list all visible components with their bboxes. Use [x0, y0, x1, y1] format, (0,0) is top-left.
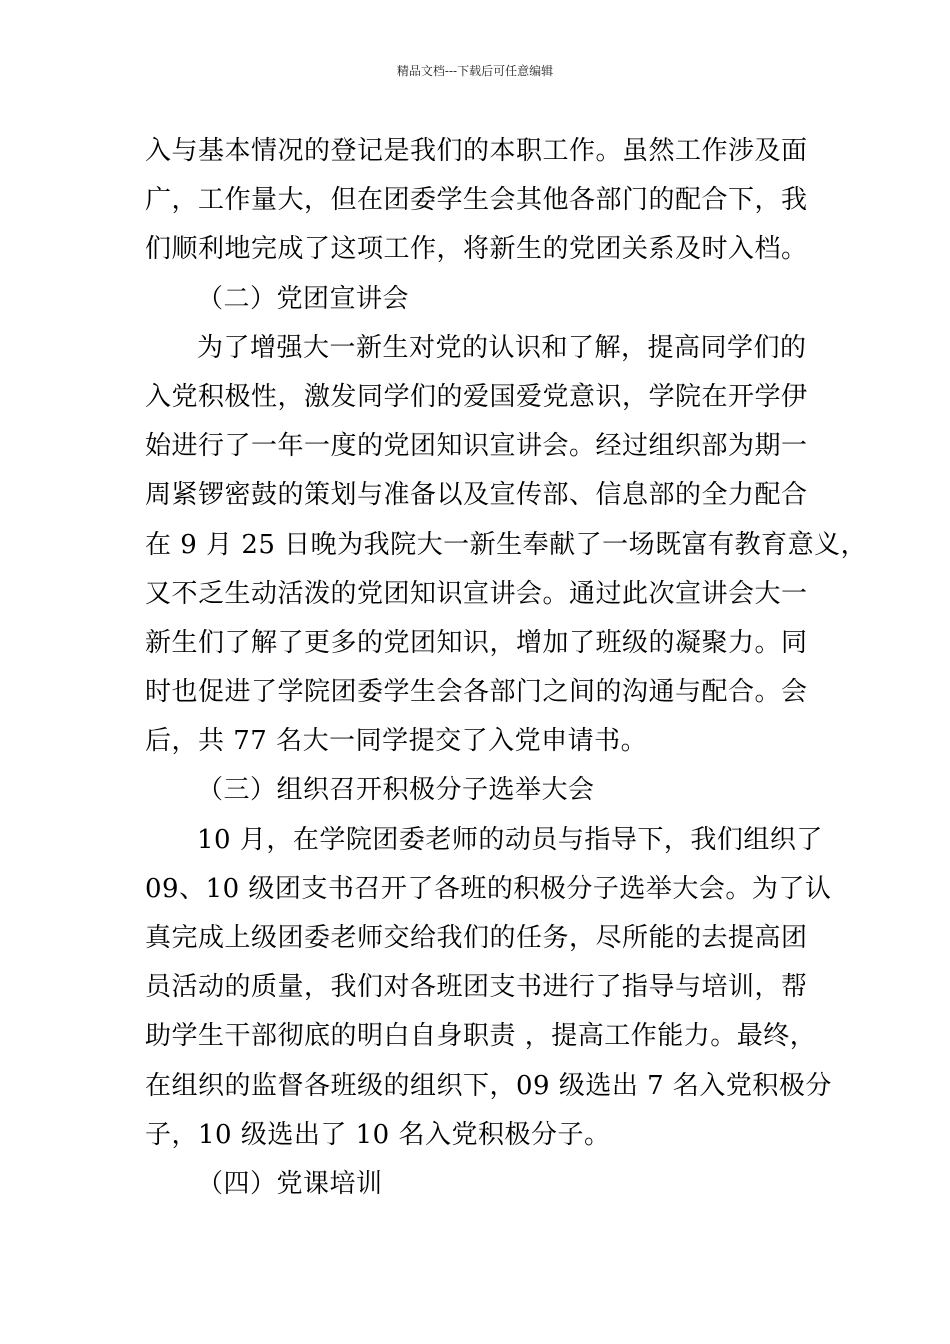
paragraph-line: 周紧锣密鼓的策划与准备以及宣传部、信息部的全力配合 — [145, 480, 808, 511]
paragraph-line: 真完成上级团委老师交给我们的任务，尽所能的去提高团 — [145, 923, 808, 953]
paragraph-line: 员活动的质量，我们对各班团支书进行了指导与培训，帮 — [145, 972, 808, 1003]
paragraph-line: 广，工作量大，但在团委学生会其他各部门的配合下，我 — [145, 185, 808, 216]
paragraph-line: 09、10 级团支书召开了各班的积极分子选举大会。为了认 — [145, 873, 832, 904]
paragraph-line: 在 9 月 25 日晚为我院大一新生奉献了一场既富有教育意义， — [145, 529, 868, 560]
paragraph-line: 入与基本情况的登记是我们的本职工作。虽然工作涉及面 — [145, 136, 808, 166]
paragraph-line: 为了增强大一新生对党的认识和了解，提高同学们的 — [197, 332, 807, 363]
paragraph-line: 新生们了解了更多的党团知识，增加了班级的凝聚力。同 — [145, 627, 808, 658]
section-heading-2: （二）党团宣讲会 — [197, 283, 410, 314]
paragraph-line: 又不乏生动活泼的党团知识宣讲会。通过此次宣讲会大一 — [145, 578, 808, 609]
document-body — [145, 127, 868, 1209]
paragraph-line: 入党积极性，激发同学们的爱国爱党意识，学院在开学伊 — [145, 381, 808, 412]
section-heading-4: （四）党课培训 — [197, 1168, 383, 1199]
paragraph-line: 始进行了一年一度的党团知识宣讲会。经过组织部为期一 — [145, 431, 808, 462]
page-header: 精品文档---下载后可任意编辑 — [396, 64, 554, 78]
paragraph-line: 时也促进了学院团委学生会各部门之间的沟通与配合。会 — [145, 677, 808, 708]
paragraph-line: 10 月，在学院团委老师的动员与指导下，我们组织了 — [197, 824, 823, 855]
paragraph-line: 后，共 77 名大一同学提交了入党申请书。 — [145, 726, 648, 757]
paragraph-line: 助学生干部彻底的明白自身职责 ，提高工作能力。最终， — [145, 1021, 817, 1052]
paragraph-line: 们顺利地完成了这项工作，将新生的党团关系及时入档。 — [145, 234, 808, 265]
paragraph-line: 子，10 级选出了 10 名入党积极分子。 — [145, 1119, 611, 1150]
section-heading-3: （三）组织召开积极分子选举大会 — [197, 775, 595, 806]
paragraph-line: 在组织的监督各班级的组织下，09 级选出 7 名入党积极分 — [145, 1070, 832, 1101]
